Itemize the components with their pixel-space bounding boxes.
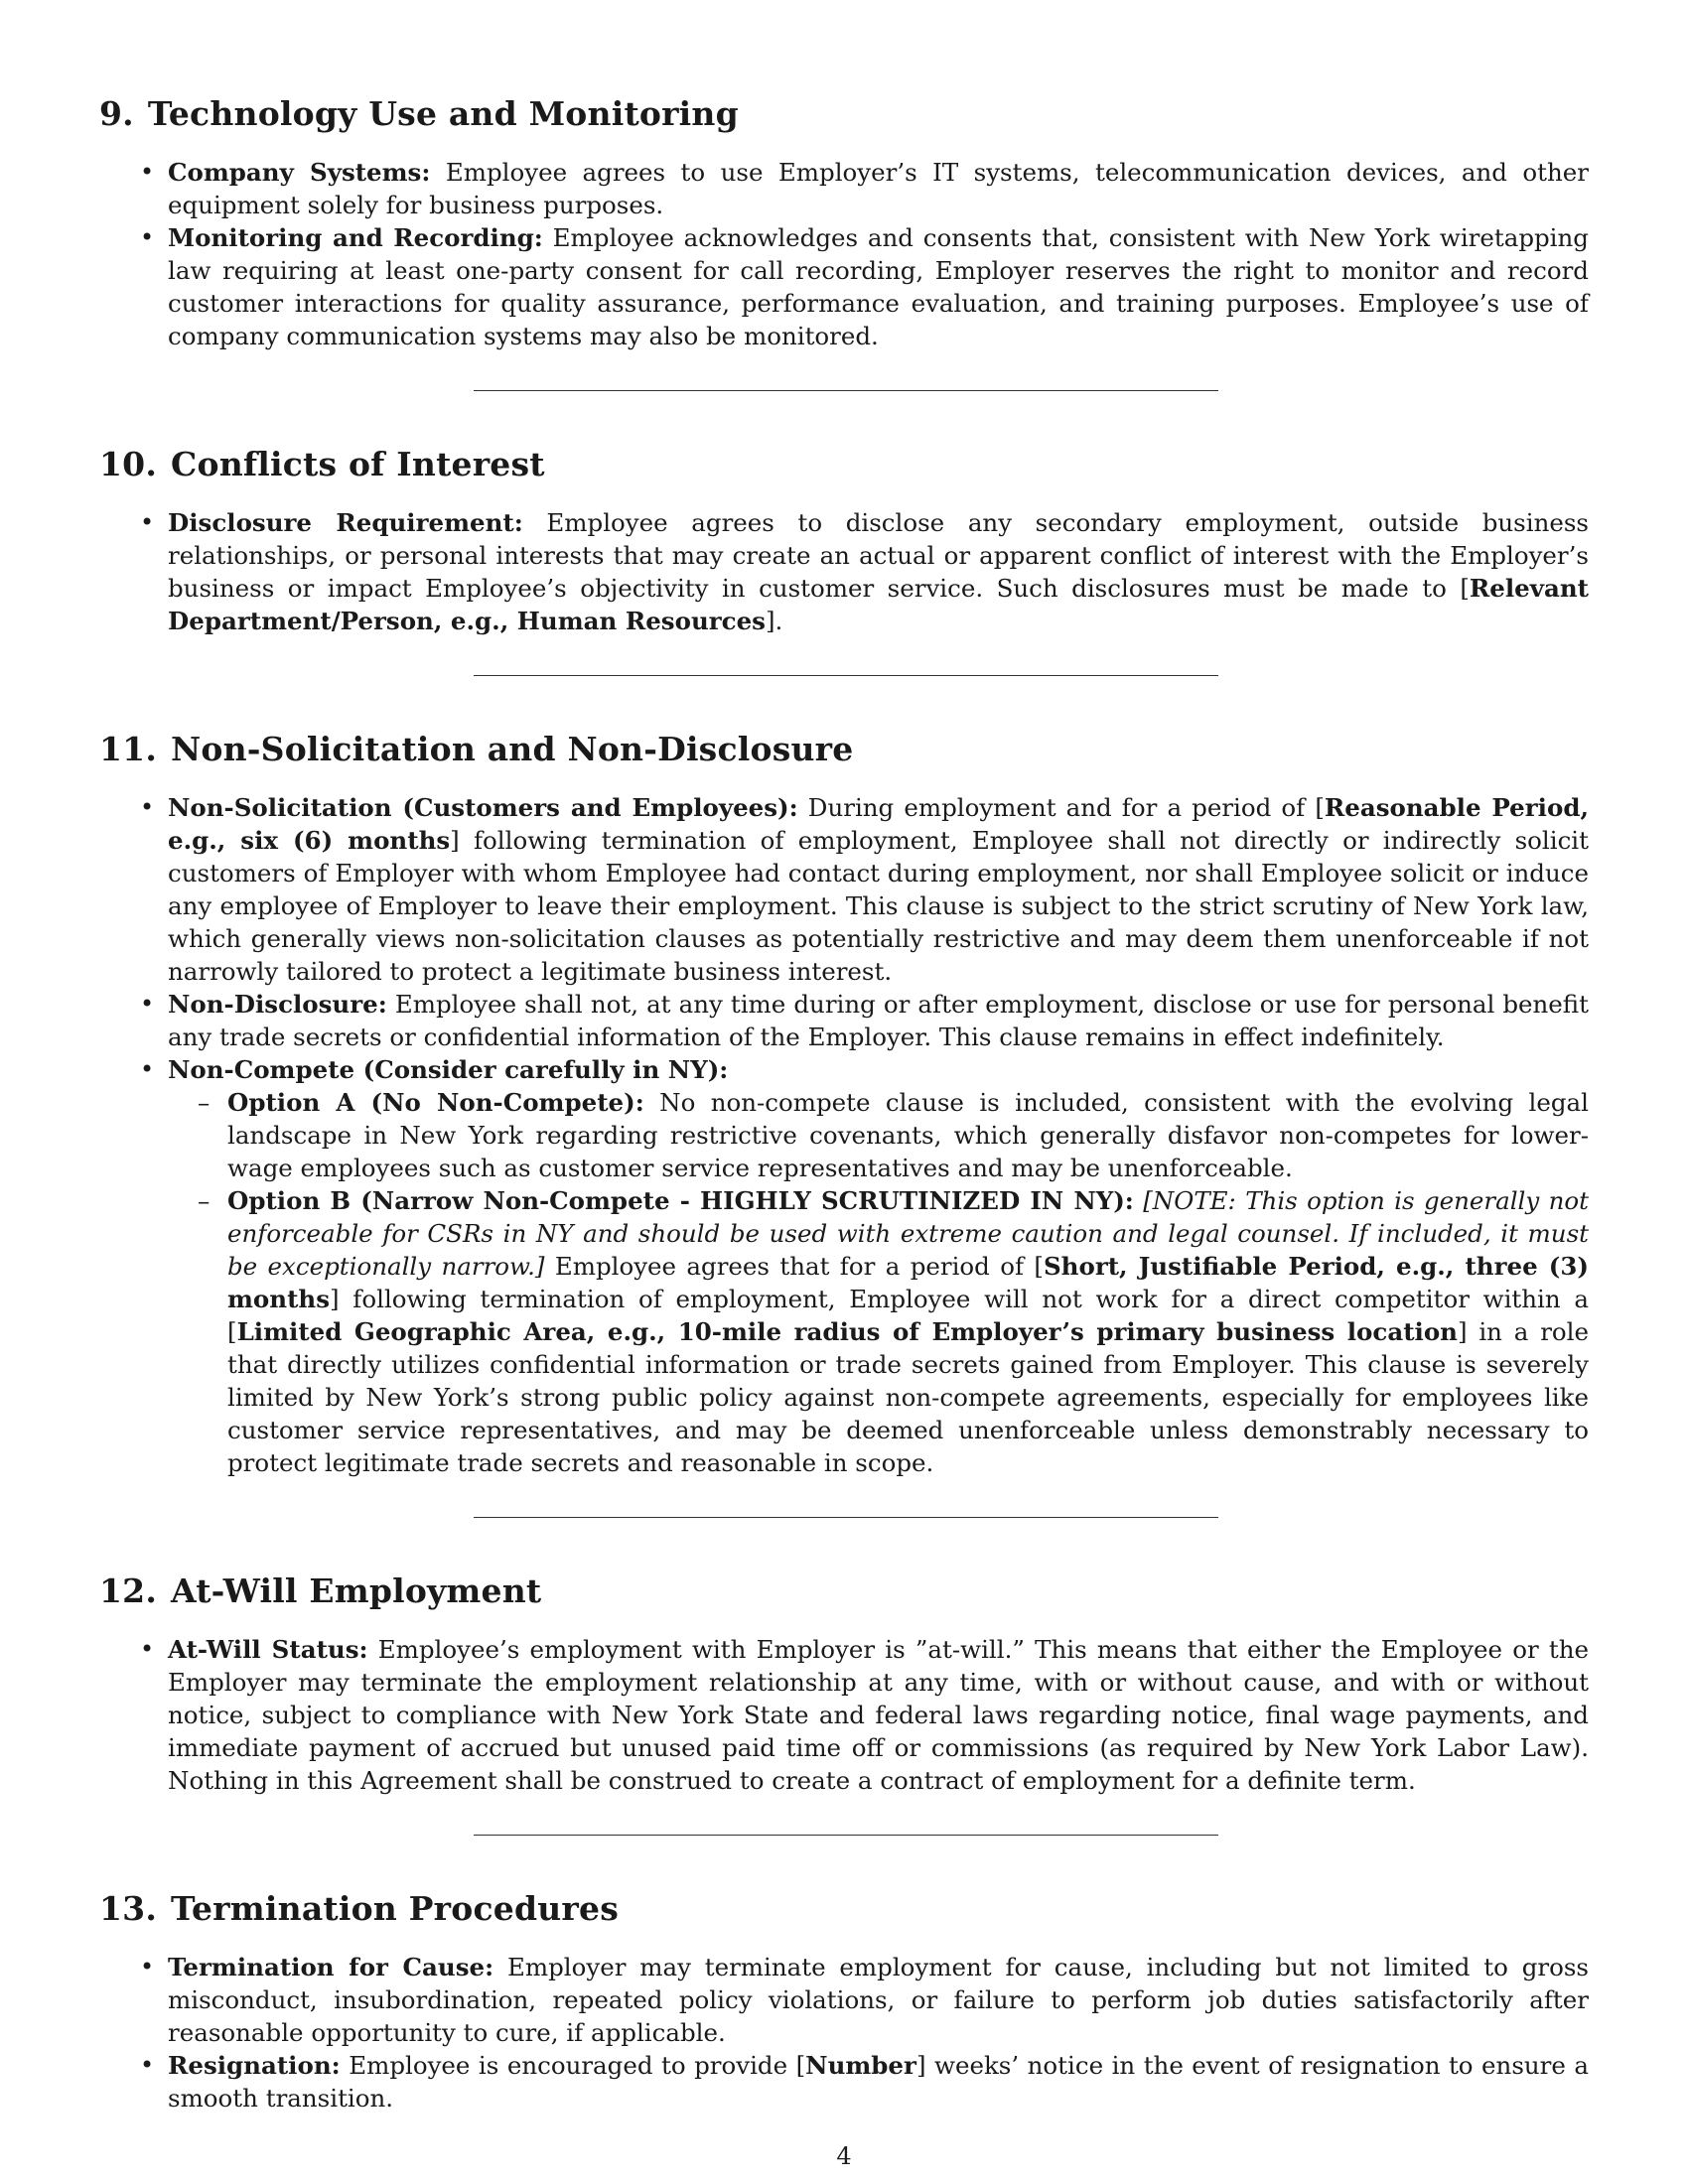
list-item: • Non-Compete (Consider carefully in NY): – Option A (No Non-Compete): No non-compete clause is included, consistent with the evolving legal landscape in New York regarding restrictive covenants, which generally disfavor non-competes for lower-wage employees such as customer service representatives and may be unenforceable. – Option B (Narrow Non-Compete - HIGHLY SCRUTINIZED IN NY): [NOTE: This option is generally not enforceable for CSRs in NY and should be used with extreme caution and legal counsel. If included, it must be exceptionally narrow.] Employee agrees that for a period of [Short, Justifiable Period, e.g., three (3) months] following termination of employment, Employee will not work for a direct competitor within a [Limited Geographic Area, e.g., 10-mile radius of Employer’s primary business location] in a role that directly utilizes confidential information or trade secrets gained from Employer. This clause is severely limited by New York’s strong public policy against non-compete agreements, especially for employees like customer service representatives, and may be deemed unenforceable unless demonstrably necessary to protect legitimate trade secrets and reasonable in scope. <box>168 1053 1589 1479</box>
placeholder-text: Reasonable Period, e.g., six (6) months <box>168 793 1589 855</box>
section-9 <box>99 94 1589 352</box>
section-10 <box>99 445 1589 637</box>
note-text: [NOTE: This option is generally not enforceable for CSRs in NY and should be used with extreme caution and legal counsel. If included, it must be exceptionally narrow.] <box>227 1186 1589 1281</box>
section-heading: 10. Conflicts of Interest <box>99 445 545 483</box>
section-divider <box>474 390 1218 391</box>
sub-list-item: – Option B (Narrow Non-Compete - HIGHLY SCRUTINIZED IN NY): [NOTE: This option is generally not enforceable for CSRs in NY and should be used with extreme caution and legal counsel. If included, it must be exceptionally narrow.] Employee agrees that for a period of [Short, Justifiable Period, e.g., three (3) months] following termination of employment, Employee will not work for a direct competitor within a [Limited Geographic Area, e.g., 10-mile radius of Employer’s primary business location] in a role that directly utilizes confidential information or trade secrets gained from Employer. This clause is severely limited by New York’s strong public policy against non-compete agreements, especially for employees like customer service representatives, and may be deemed unenforceable unless demonstrably necessary to protect legitimate trade secrets and reasonable in scope. <box>227 1184 1589 1479</box>
section-12 <box>99 1571 1589 1797</box>
section-heading: 11. Non-Solicitation and Non-Disclosure <box>99 730 854 768</box>
list-item: • Resignation: Employee is encouraged to provide [Number] weeks’ notice in the event of resignation to ensure a smooth transition. <box>168 2049 1589 2115</box>
page-number: 4 <box>836 2142 852 2170</box>
sub-list-item: – Option A (No Non-Compete): No non-compete clause is included, consistent with the evolving legal landscape in New York regarding restrictive covenants, which generally disfavor non-competes for lower-wage employees such as customer service representatives and may be unenforceable. <box>227 1086 1589 1184</box>
list-item: • Non-Solicitation (Customers and Employees): During employment and for a period of [Reasonable Period, e.g., six (6) months] following termination of employment, Employee shall not directly or indirectly solicit customers of Employer with whom Employee had contact during employment, nor shall Employee solicit or induce any employee of Employer to leave their employment. This clause is subject to the strict scrutiny of New York law, which generally views non-solicitation clauses as potentially restrictive and may deem them unenforceable if not narrowly tailored to protect a legitimate business interest. <box>168 791 1589 988</box>
section-divider <box>474 1835 1218 1836</box>
section-13 <box>99 1889 1589 2115</box>
placeholder-text: Short, Justifiable Period, e.g., three (3) months <box>227 1252 1590 1313</box>
section-heading: 12. At-Will Employment <box>99 1571 542 1610</box>
placeholder-text: Relevant Department/Person, e.g., Human Resources <box>168 574 1589 635</box>
list-item: • Termination for Cause: Employer may terminate employment for cause, including but not limited to gross misconduct, insubordination, repeated policy violations, or failure to perform job duties satisfactorily after reasonable opportunity to cure, if applicable. <box>168 1951 1589 2049</box>
placeholder-text: Number <box>805 2051 916 2080</box>
document-page <box>99 94 1589 2115</box>
placeholder-text: Limited Geographic Area, e.g., 10-mile radius of Employer’s primary business location <box>236 1317 1458 1346</box>
list-item: • Monitoring and Recording: Employee acknowledges and consents that, consistent with New York wiretapping law requiring at least one-party consent for call recording, Employer reserves the right to monitor and record customer interactions for quality assurance, performance evaluation, and training purposes. Employee’s use of company communication systems may also be monitored. <box>168 221 1589 352</box>
list-item: • Company Systems: Employee agrees to use Employer’s IT systems, telecommunication devices, and other equipment solely for business purposes. <box>168 156 1589 221</box>
list-item: • Non-Disclosure: Employee shall not, at any time during or after employment, disclose or use for personal benefit any trade secrets or confidential information of the Employer. This clause remains in effect indefinitely. <box>168 988 1589 1053</box>
section-divider <box>474 675 1218 676</box>
section-heading: 13. Termination Procedures <box>99 1889 619 1928</box>
list-item: • Disclosure Requirement: Employee agrees to disclose any secondary employment, outside business relationships, or personal interests that may create an actual or apparent conflict of interest with the Employer’s business or impact Employee’s objectivity in customer service. Such disclosures must be made to [Relevant Department/Person, e.g., Human Resources]. <box>168 506 1589 637</box>
section-11 <box>99 730 1589 1479</box>
section-heading: 9. Technology Use and Monitoring <box>99 94 739 133</box>
section-divider <box>474 1517 1218 1518</box>
list-item: • At-Will Status: Employee’s employment with Employer is ”at-will.” This means that either the Employee or the Employer may terminate the employment relationship at any time, with or without cause, and with or without notice, subject to compliance with New York State and federal laws regarding notice, final wage payments, and immediate payment of accrued but unused paid time off or commissions (as required by New York Labor Law). Nothing in this Agreement shall be construed to create a contract of employment for a definite term. <box>168 1633 1589 1797</box>
